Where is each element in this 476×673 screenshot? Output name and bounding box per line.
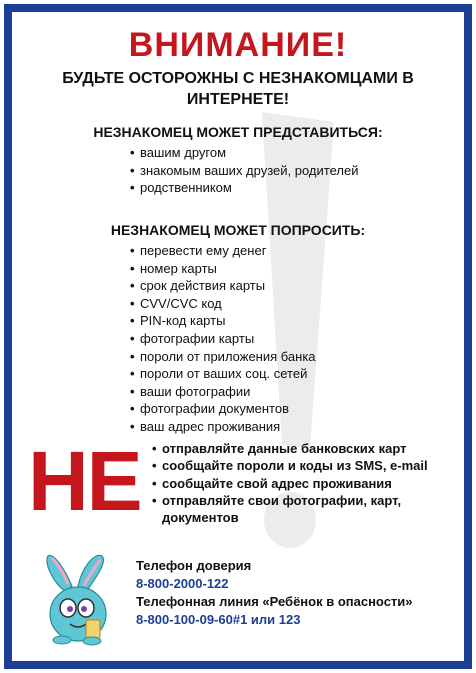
bullet: • — [130, 418, 135, 434]
request-list — [130, 242, 316, 436]
list-item-label: пороли от ваших соц. сетей — [140, 366, 308, 382]
list-item — [130, 365, 316, 383]
bullet: • — [130, 383, 135, 399]
bullet: • — [130, 295, 135, 311]
list-item-label: номер карты — [140, 260, 217, 276]
bullet: • — [130, 162, 135, 178]
ne-list — [152, 440, 464, 526]
poster-frame — [4, 4, 472, 669]
list-item-label: CVV/CVC код — [140, 295, 222, 311]
bullet: • — [152, 492, 157, 508]
list-item — [130, 330, 316, 348]
section-request-heading: НЕЗНАКОМЕЦ МОЖЕТ ПОПРОСИТЬ: — [110, 222, 366, 238]
bullet: • — [130, 278, 135, 294]
list-item — [130, 312, 316, 330]
hotline-label: Телефон доверия — [136, 558, 252, 573]
list-item — [152, 475, 464, 492]
list-item-label: ваши фотографии — [140, 383, 251, 399]
bullet: • — [130, 330, 135, 346]
list-item-label: знакомым ваших друзей, родителей — [140, 162, 359, 178]
list-item — [130, 179, 358, 197]
childline-label: Телефонная линия «Ребёнок в опасности» — [136, 594, 413, 609]
list-item — [130, 383, 316, 401]
bullet: • — [130, 348, 135, 364]
list-item — [152, 457, 464, 474]
list-item-label: сообщайте пороли и коды из SMS, e-mail — [162, 458, 428, 474]
list-item — [130, 260, 316, 278]
list-item — [130, 144, 358, 162]
list-item-label: срок действия карты — [140, 278, 266, 294]
bullet: • — [130, 180, 135, 196]
section-introduce-heading: НЕЗНАКОМЕЦ МОЖЕТ ПРЕДСТАВИТЬСЯ: — [93, 124, 383, 140]
bullet: • — [130, 313, 135, 329]
list-item — [130, 295, 316, 313]
contacts-block — [136, 557, 413, 629]
ne-warning-word: НЕ — [28, 434, 141, 528]
list-item — [130, 348, 316, 366]
bullet: • — [130, 260, 135, 276]
list-item-label: фотографии карты — [140, 330, 255, 346]
list-item — [152, 440, 464, 457]
list-item-label: родственником — [140, 180, 232, 196]
introduce-list — [130, 144, 358, 197]
list-item-label: перевести ему денег — [140, 243, 267, 258]
list-item-label: отправляйте данные банковских карт — [162, 441, 407, 456]
list-item-label: фотографии документов — [140, 401, 290, 417]
bullet: • — [130, 243, 135, 258]
bullet: • — [152, 458, 157, 474]
list-item — [130, 242, 316, 260]
list-item — [152, 492, 464, 527]
page-subtitle: БУДЬТЕ ОСТОРОЖНЫ С НЕЗНАКОМЦАМИ В ИНТЕРНЕТЕ! — [62, 70, 414, 108]
list-item-label: ваш адрес проживания — [140, 418, 281, 434]
list-item — [130, 277, 316, 295]
bullet: • — [152, 441, 157, 456]
list-item — [130, 162, 358, 180]
list-item-label: отправляйте свои фотографии, карт, документов — [162, 492, 402, 526]
bullet: • — [152, 475, 157, 491]
list-item — [130, 400, 316, 418]
bullet: • — [130, 145, 135, 160]
list-item-label: вашим другом — [140, 145, 227, 160]
list-item-label: PIN-код карты — [140, 313, 226, 329]
bunny-mascot-icon — [38, 552, 116, 646]
childline-number[interactable]: 8-800-100-09-60#1 или 123 — [136, 612, 301, 627]
bullet: • — [130, 366, 135, 382]
list-item-label: пороли от приложения банка — [140, 348, 316, 364]
page-title: ВНИМАНИЕ! — [128, 26, 348, 64]
list-item-label: сообщайте свой адрес проживания — [162, 475, 392, 491]
list-item — [130, 418, 316, 436]
bullet: • — [130, 401, 135, 417]
hotline-number[interactable]: 8-800-2000-122 — [136, 576, 229, 591]
